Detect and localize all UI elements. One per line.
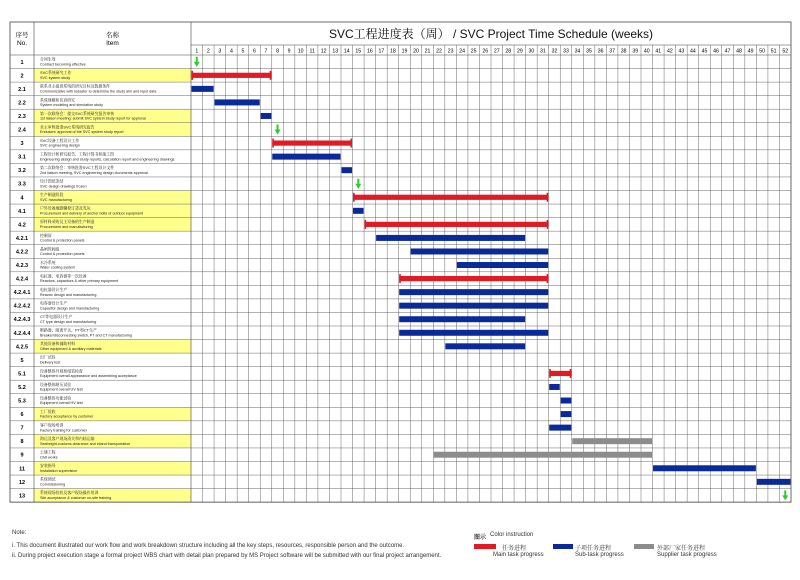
week-tick-label: 51 — [770, 48, 777, 55]
row-name-cn: 设备整体耐压试验 — [40, 381, 72, 387]
row-number: 4.2.4.4 — [13, 330, 31, 337]
week-tick-label: 38 — [620, 48, 627, 55]
row-name-en: SVC manufacturing — [40, 197, 72, 202]
chart-frame — [10, 22, 791, 502]
sub-task-bar — [653, 465, 756, 471]
row-name-cn: 电抗器设计生产 — [40, 286, 68, 292]
row-name-cn: 设备整体功能试验 — [40, 395, 72, 401]
week-tick-label: 4 — [229, 48, 233, 55]
sub-task-bar — [399, 289, 548, 295]
main-task-bar-cap — [365, 220, 367, 229]
week-tick-label: 16 — [366, 48, 373, 55]
sub-task-bar — [399, 303, 548, 309]
week-tick-label: 18 — [390, 48, 396, 55]
header-no: 序号 — [15, 32, 29, 39]
week-tick-label: 17 — [378, 48, 385, 55]
main-task-bar-cap — [547, 274, 549, 283]
sub-task-bar — [399, 330, 548, 336]
row-name-cn: 合同生效 — [40, 56, 56, 62]
row-name-en: Equipment overall HV test — [40, 401, 83, 406]
row-number: 4.2.3 — [15, 263, 29, 270]
week-tick-label: 14 — [343, 48, 350, 55]
row-name-en: Water cooling system — [40, 265, 76, 270]
row-number: 4 — [20, 195, 24, 202]
row-number: 5.2 — [18, 384, 26, 391]
week-tick-label: 50 — [759, 48, 766, 55]
main-task-bar — [549, 371, 571, 376]
week-tick-label: 24 — [459, 48, 466, 55]
row-number: 5 — [20, 357, 24, 364]
row-number: 3.3 — [18, 181, 26, 188]
milestone-arrow-icon — [782, 490, 788, 500]
row-name-en: Procurement and delivery of anchor bolts of outdoor equipment — [40, 211, 144, 216]
sub-task-bar — [561, 398, 572, 404]
main-task-bar-cap — [350, 139, 352, 148]
row-number: 4.2.4.2 — [13, 303, 31, 310]
main-task-bar-cap — [549, 369, 551, 378]
main-task-bar — [365, 222, 549, 227]
legend-title: 图示 — [474, 535, 487, 541]
week-tick-label: 26 — [482, 48, 489, 55]
week-tick-label: 47 — [724, 48, 731, 55]
sub-task-bar — [549, 425, 571, 431]
row-name-cn: CT等电器设计生产 — [40, 314, 73, 320]
sub-task-bar — [411, 248, 548, 254]
row-name-en: Communicative with redaster to determine the study aim and input data — [40, 89, 157, 94]
legend-sub-en: Sub-task progress — [575, 552, 624, 558]
week-tick-label: 8 — [276, 48, 279, 55]
week-tick-label: 33 — [563, 48, 569, 55]
row-name-cn: 第一次联络会：提交SVC系统研究报告审核 — [40, 110, 115, 116]
row-number: 2.3 — [18, 113, 26, 120]
row-name-en: Contract becoming effective — [40, 62, 86, 67]
row-name-cn: SVC设备工程设计工作 — [40, 137, 80, 143]
week-tick-label: 30 — [528, 48, 535, 55]
row-name-en: Engineering design and study reports, calculation report and engineering drawings — [40, 157, 175, 162]
row-number: 4.2.4.1 — [13, 290, 31, 297]
row-name-cn: 晶闸管阀组 — [40, 246, 60, 252]
row-number: 6 — [20, 412, 24, 419]
sub-task-bar — [561, 411, 572, 417]
row-name-en: Factory training for customer — [40, 428, 87, 433]
note-line-2: ii. During project execution stage a formal project WBS chart with detail plan prepared by MS Project software will be submitted with our final project arrangement. — [12, 553, 442, 559]
legend-supplier-en: Supplier task progress — [657, 552, 717, 558]
week-tick-label: 32 — [551, 48, 558, 55]
row-name-cn: 设备整体外观和组装检查 — [40, 368, 83, 374]
week-tick-label: 31 — [540, 48, 546, 55]
row-number: 7 — [20, 425, 24, 432]
main-task-bar — [192, 73, 272, 78]
row-number: 3 — [20, 141, 24, 148]
row-name-cn: 系统现场验收及客户现场操作培训 — [40, 490, 99, 496]
row-name-cn: 联系业主提供系统的研究目标及数据条件 — [40, 83, 111, 89]
row-name-cn: SVC系统研究工作 — [40, 70, 72, 76]
row-number: 2.1 — [18, 86, 26, 93]
row-name-en: Civil works — [40, 455, 58, 460]
week-tick-label: 34 — [574, 48, 581, 55]
week-tick-label: 42 — [666, 48, 673, 55]
row-name-cn: 原材料采购及主设备的生产制造 — [40, 219, 95, 225]
legend-title-en: Color instruction — [490, 532, 534, 538]
week-tick-label: 13 — [332, 48, 339, 55]
row-name-cn: 水冷系统 — [40, 259, 56, 265]
sub-task-bar — [353, 208, 364, 214]
sub-task-bar — [215, 99, 260, 105]
row-number: 3.2 — [18, 168, 26, 175]
main-task-bar-cap — [270, 71, 272, 80]
sub-task-bar — [192, 86, 214, 92]
row-name-en: Control & protection panels — [40, 238, 85, 243]
row-name-cn: 生产制造阶段 — [40, 192, 64, 198]
row-number: 4.1 — [18, 208, 26, 215]
note-label: Note: — [12, 530, 27, 536]
legend-main-cn: 任务进程 — [502, 546, 527, 552]
row-name-en: Delivery test — [40, 360, 61, 365]
sub-task-bar — [272, 154, 340, 160]
row-name-en: 1st liaison meeting: submit SVC system study report for approval — [40, 116, 146, 121]
row-number: 2.4 — [18, 127, 26, 134]
legend-swatch-sub — [553, 544, 573, 549]
row-name-en: Procurement and manufacturing — [40, 225, 93, 229]
week-tick-label: 5 — [241, 48, 245, 55]
header-no-en: No. — [16, 40, 28, 47]
row-name-cn: 安装指导 — [40, 463, 56, 469]
week-tick-label: 9 — [287, 48, 291, 55]
sub-task-bar — [445, 343, 525, 349]
main-task-bar — [399, 276, 548, 281]
week-tick-label: 37 — [609, 48, 616, 55]
milestone-arrow-icon — [194, 57, 200, 67]
row-name-cn: 客户现场培训 — [40, 422, 64, 428]
row-name-cn: 断路器、隔离开关、PT和CT生产 — [40, 327, 97, 333]
main-task-bar — [272, 140, 352, 145]
main-task-bar-cap — [353, 193, 355, 202]
week-tick-label: 22 — [436, 48, 442, 55]
row-name-cn: 土建工程 — [40, 449, 56, 455]
week-tick-label: 52 — [782, 48, 789, 55]
legend-main-en: Main task progress — [493, 552, 544, 558]
week-tick-label: 29 — [516, 48, 523, 55]
row-name-en: Breaker/disconnecting switch, PT and CT manufacturing — [40, 333, 132, 338]
row-number: 5.3 — [18, 398, 26, 405]
row-number: 1 — [20, 59, 24, 66]
legend-swatch-supplier — [634, 544, 654, 549]
row-name-en: SVC system study — [40, 75, 71, 80]
sub-task-bar — [376, 235, 525, 241]
row-name-cn: 工厂验收 — [40, 408, 56, 414]
row-number: 4.2.1 — [15, 235, 29, 242]
row-name-en: 2nd liaison meeting, SVC engineering design documents approval — [40, 170, 148, 175]
row-name-en: Reactors, capacitors & other primary equipment — [40, 279, 119, 284]
row-name-en: Seafreight,customs clearance and inland transportation — [40, 441, 131, 446]
week-tick-label: 3 — [218, 48, 222, 55]
row-number: 3.1 — [18, 154, 26, 161]
row-name-cn: 控制屏 — [40, 232, 52, 238]
row-name-en: SVC engineering design — [40, 143, 80, 148]
row-name-cn: 其他设备和辅助材料 — [40, 341, 76, 347]
row-number: 11 — [19, 466, 25, 473]
sub-task-bar — [342, 167, 353, 173]
sub-task-bar — [261, 113, 272, 119]
row-name-cn: 工程设计和研究报告、工程计算书和施工图 — [40, 151, 114, 157]
row-number: 4.2.4.3 — [13, 317, 31, 324]
week-tick-label: 36 — [597, 48, 604, 55]
row-name-en: System modeling and simulation study — [40, 103, 103, 108]
legend-sub-cn: 子项任务进程 — [575, 546, 612, 552]
week-tick-label: 39 — [632, 48, 639, 55]
row-name-cn: 系统调试 — [40, 476, 56, 482]
milestone-arrow-icon — [355, 179, 361, 189]
main-task-bar-cap — [272, 139, 274, 148]
week-tick-label: 49 — [747, 48, 754, 55]
sub-task-bar — [549, 384, 560, 390]
row-number: 9 — [20, 452, 24, 459]
row-name-en: Equipment overall appearance and assembling acceptance — [40, 374, 137, 379]
supplier-task-bar — [572, 438, 652, 444]
week-tick-label: 19 — [401, 48, 408, 55]
row-name-cn: 系统建模和仿真研究 — [40, 97, 76, 103]
week-tick-label: 48 — [736, 48, 742, 55]
main-task-bar-cap — [547, 193, 549, 202]
row-name-en: Endusers' approval of the SVC system study report — [40, 130, 124, 135]
main-task-bar-cap — [192, 71, 194, 80]
header-name-en: Item — [106, 40, 119, 47]
row-number: 4.2.5 — [15, 344, 29, 351]
main-task-bar-cap — [547, 220, 549, 229]
week-tick-label: 27 — [493, 48, 500, 55]
week-tick-label: 40 — [643, 48, 650, 55]
row-name-en: Other equipment & auxiliary materials — [40, 346, 102, 351]
week-tick-label: 6 — [253, 48, 256, 55]
row-name-cn: 设计图纸冻结 — [40, 178, 64, 184]
sub-task-bar — [399, 316, 525, 322]
legend-supplier-cn: 外部厂家任务进程 — [657, 546, 706, 552]
week-tick-label: 44 — [690, 48, 696, 55]
milestone-arrow-icon — [275, 125, 281, 135]
row-number: 4.2.2 — [15, 249, 29, 256]
row-number: 2 — [20, 73, 24, 80]
week-tick-label: 21 — [424, 48, 431, 55]
week-tick-label: 15 — [355, 48, 362, 55]
row-name-en: Site acceptance & customer on-site training — [40, 496, 112, 500]
row-number: 4.2 — [18, 222, 26, 229]
main-task-bar — [353, 195, 548, 200]
row-number: 13 — [18, 493, 26, 500]
week-tick-label: 28 — [505, 48, 512, 55]
row-name-cn: 第二次联络会：审核批准SVC工程设计文件 — [40, 165, 115, 170]
chart-title: SVC工程进度表（周） / SVC Project Time Schedule (weeks) — [328, 27, 654, 41]
row-name-en: Equipment overall UV test — [40, 387, 83, 392]
week-tick-label: 41 — [655, 48, 662, 55]
row-name-en: SVC design drawings frozen — [40, 184, 87, 189]
week-tick-label: 45 — [701, 48, 708, 55]
row-name-cn: 电容器设计生产 — [40, 300, 68, 306]
sub-task-bar — [457, 262, 548, 268]
row-number: 5.1 — [18, 371, 26, 378]
row-name-cn: 业主审核批准SVC系统研究报告 — [40, 124, 95, 130]
row-name-cn: 户外设备地脚螺栓订货及发运 — [40, 205, 91, 211]
legend-swatch-main — [474, 544, 496, 549]
row-name-cn: 海运及客户现场清关和内陆运输 — [40, 436, 95, 441]
row-name-en: Control & protection panels — [40, 252, 85, 257]
week-tick-label: 12 — [320, 48, 327, 55]
row-name-cn: 电抗器、电容器等一次设备 — [40, 273, 87, 279]
week-tick-label: 2 — [206, 48, 210, 55]
week-tick-label: 7 — [264, 48, 268, 55]
week-tick-label: 25 — [470, 48, 477, 55]
week-tick-label: 46 — [713, 48, 719, 55]
row-name-en: CT type design and manufacturing — [40, 319, 97, 324]
week-tick-label: 1 — [195, 48, 199, 55]
row-name-en: Commissioning — [40, 482, 66, 487]
sub-task-bar — [757, 479, 791, 485]
week-tick-label: 10 — [297, 48, 304, 55]
week-tick-label: 20 — [413, 48, 419, 55]
week-tick-label: 35 — [586, 48, 592, 55]
week-tick-label: 23 — [447, 48, 454, 55]
supplier-task-bar — [434, 452, 652, 458]
main-task-bar-cap — [399, 274, 401, 283]
row-number: 4.2.4 — [15, 276, 29, 283]
header-name: 名称 — [106, 32, 119, 39]
row-name-en: Installation supervision — [40, 468, 78, 473]
row-number: 2.2 — [18, 100, 26, 107]
row-name-cn: 出厂试验 — [40, 354, 56, 360]
row-name-en: Reactor design and manufacturing — [40, 292, 97, 297]
week-tick-label: 11 — [309, 48, 315, 55]
row-name-en: Factory acceptance by customer — [40, 414, 94, 419]
row-number: 8 — [20, 439, 24, 446]
week-tick-label: 43 — [678, 48, 685, 55]
row-name-en: Capacitor design and manufacturing — [40, 306, 100, 311]
main-task-bar-cap — [570, 369, 572, 378]
row-number: 12 — [18, 479, 26, 486]
note-line-1: i. This document illustrated our work flow and work breakdown structure including all the key steps, resources, responsible person and the outcome. — [12, 543, 405, 549]
